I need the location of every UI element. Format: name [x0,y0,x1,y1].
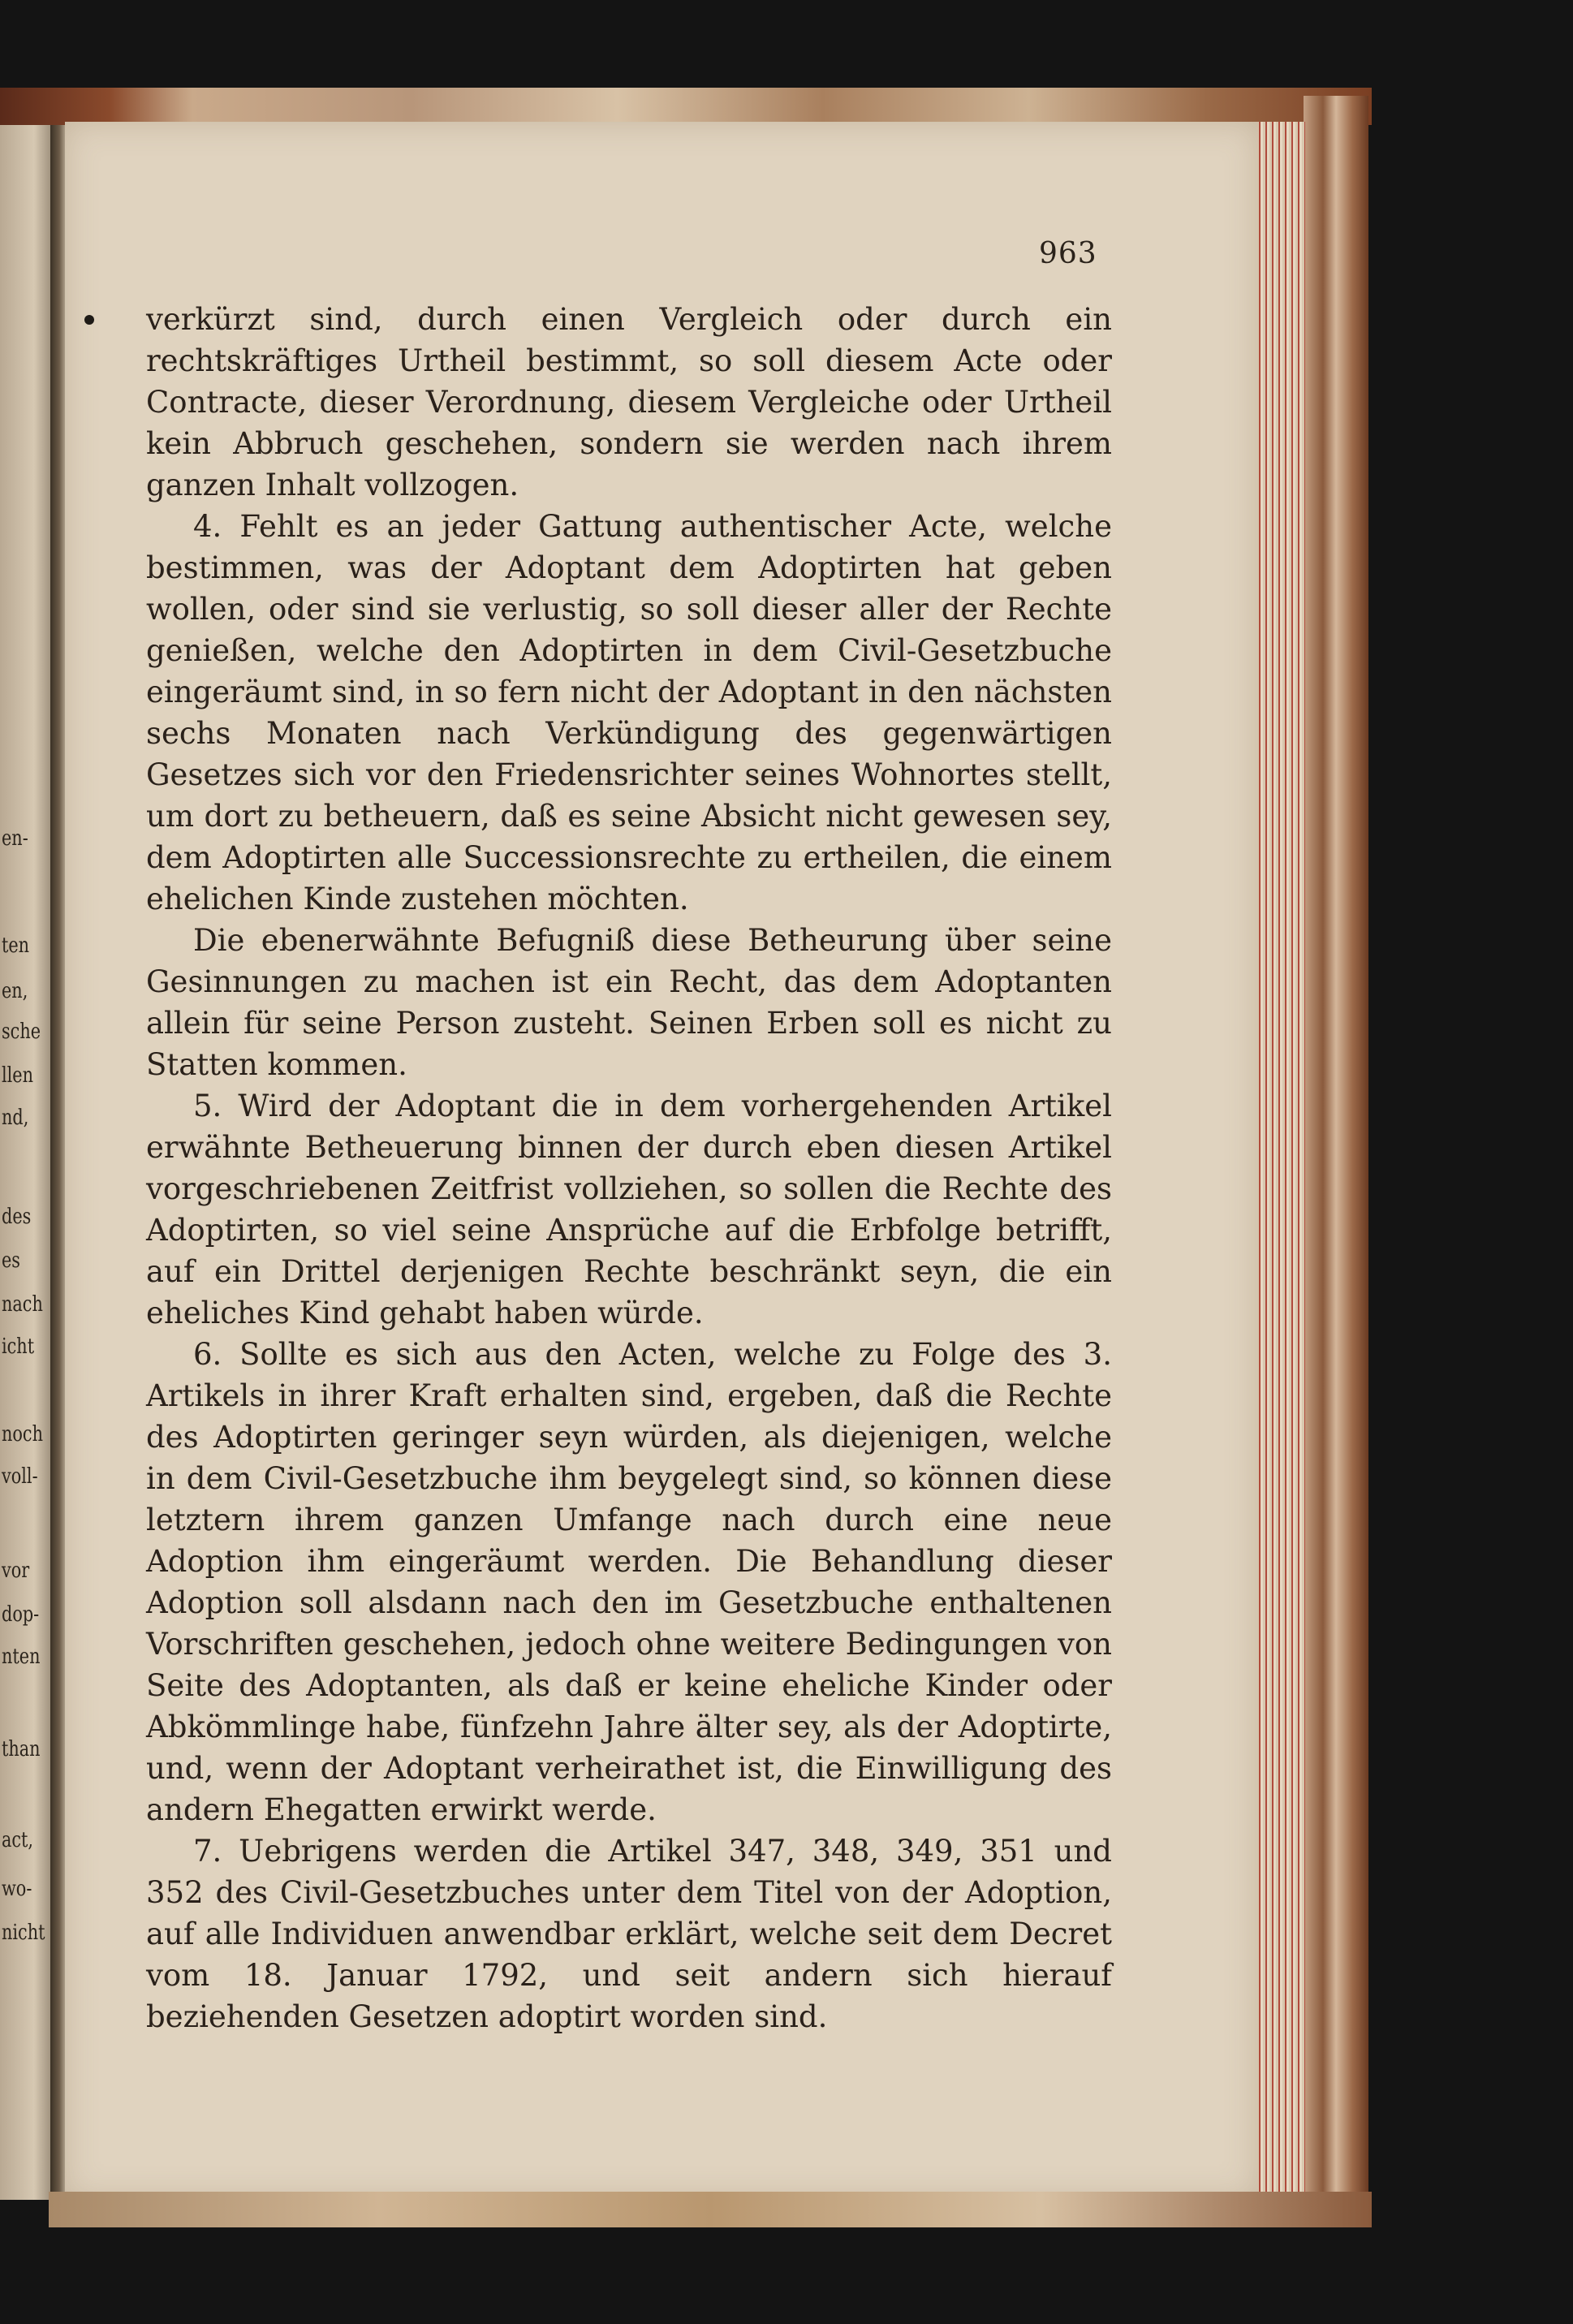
paragraph-article-6: 6. Sollte es sich aus den Acten, welche zu Folge des 3. Artikels in ihrer Kraft erhalten sind, ergeben, daß die Rechte des Adoptirten geringer seyn würden, als diejenigen, welche in dem Civil-Gesetzbuche ihm beygelegt sind, so können diese letztern ihrem ganzen Umfange nach durch eine neue Adoption ihm eingeräumt werden. Die Behandlung dieser Adoption soll alsdann nach den im Gesetzbuche enthaltenen Vorschriften geschehen, jedoch ohne weitere Bedingungen von Seite des Adoptanten, als daß er keine eheliche Kinder oder Abkömmlinge habe, fünfzehn Jahre älter sey, als der Adoptirte, und, wenn der Adoptant verheirathet ist, die Einwilligung des andern Ehegatten erwirkt werde. [146,1337,1112,1827]
page-stack-edge [1256,122,1305,2200]
left-margin-fragment: nach [2,1292,43,1317]
left-margin-fragment: nten [2,1645,41,1669]
body-text [146,299,1112,2037]
book-cover-edge [1304,96,1368,2216]
left-margin-fragment: sche [2,1020,41,1044]
left-margin-fragment: nicht [2,1921,45,1945]
paragraph-article-4: 4. Fehlt es an jeder Gattung authentischer Acte, welche bestimmen, was der Adoptant dem Adoptirten hat geben wollen, oder sind sie verlustig, so soll dieser aller der Rechte genießen, welche den Adoptirten in dem Civil-Gesetzbuche eingeräumt sind, in so fern nicht der Adoptant in den nächsten sechs Monaten nach Verkündigung des gegenwärtigen Gesetzes sich vor den Friedensrichter seines Wohnortes stellt, um dort zu betheuern, daß es seine Absicht nicht gewesen sey, dem Adoptirten alle Successionsrechte zu ertheilen, die einem ehelichen Kinde zustehen möchten. [146,509,1112,916]
left-margin-fragment: en- [2,826,28,851]
margin-dot [84,315,94,325]
paragraph-article-5: 5. Wird der Adoptant die in dem vorhergehenden Artikel erwähnte Betheuerung binnen der durch eben diesen Artikel vorgeschriebenen Zeitfrist vollziehen, so sollen die Rechte des Adoptirten, so viel seine Ansprüche auf die Erbfolge betrifft, auf ein Drittel derjenigen Rechte beschränkt seyn, die ein eheliches Kind gehabt haben würde. [146,1089,1112,1330]
left-margin-fragment: vor [2,1559,30,1583]
left-margin-fragment: act, [2,1828,34,1852]
left-margin-fragment: voll- [2,1464,38,1489]
left-margin-fragment: des [2,1205,32,1229]
left-margin-fragment: than [2,1737,41,1761]
left-margin-fragment: wo- [2,1877,32,1901]
left-margin-fragment: dop- [2,1602,40,1627]
left-margin-fragment: icht [2,1334,35,1359]
left-margin-fragment: es [2,1248,20,1273]
paragraph-article-7: 7. Uebrigens werden die Artikel 347, 348, 349, 351 und 352 des Civil-Gesetzbuches unter dem Titel von der Adoption, auf alle Individuen anwendbar erklärt, welche seit dem Decret vom 18. Januar 1792, und seit andern sich hierauf beziehenden Gesetzen adoptirt worden sind. [146,1834,1112,2034]
left-margin-fragment: ten [2,933,30,958]
left-margin-fragment: en, [2,979,28,1003]
book-top-edge [0,88,1372,125]
page-number: 963 [1039,237,1097,270]
left-margin-fragment: noch [2,1422,43,1447]
left-margin-fragment: llen [2,1063,34,1088]
paragraph-continuation: verkürzt sind, durch einen Vergleich oder durch ein rechtskräftiges Urtheil bestimmt, so soll diesem Acte oder Contracte, dieser Verordnung, diesem Vergleiche oder Urtheil kein Abbruch geschehen, sondern sie werden nach ihrem ganzen Inhalt vollzogen. [146,302,1112,502]
paragraph-article-4-note: Die ebenerwähnte Befugniß diese Betheurung über seine Gesinnungen zu machen ist ein Recht, das dem Adoptanten allein für seine Person zusteht. Seinen Erben soll es nicht zu Statten kommen. [146,923,1112,1082]
left-page-margin [0,0,49,2324]
book-bottom-edge [49,2192,1372,2227]
left-margin-fragment: nd, [2,1106,29,1130]
